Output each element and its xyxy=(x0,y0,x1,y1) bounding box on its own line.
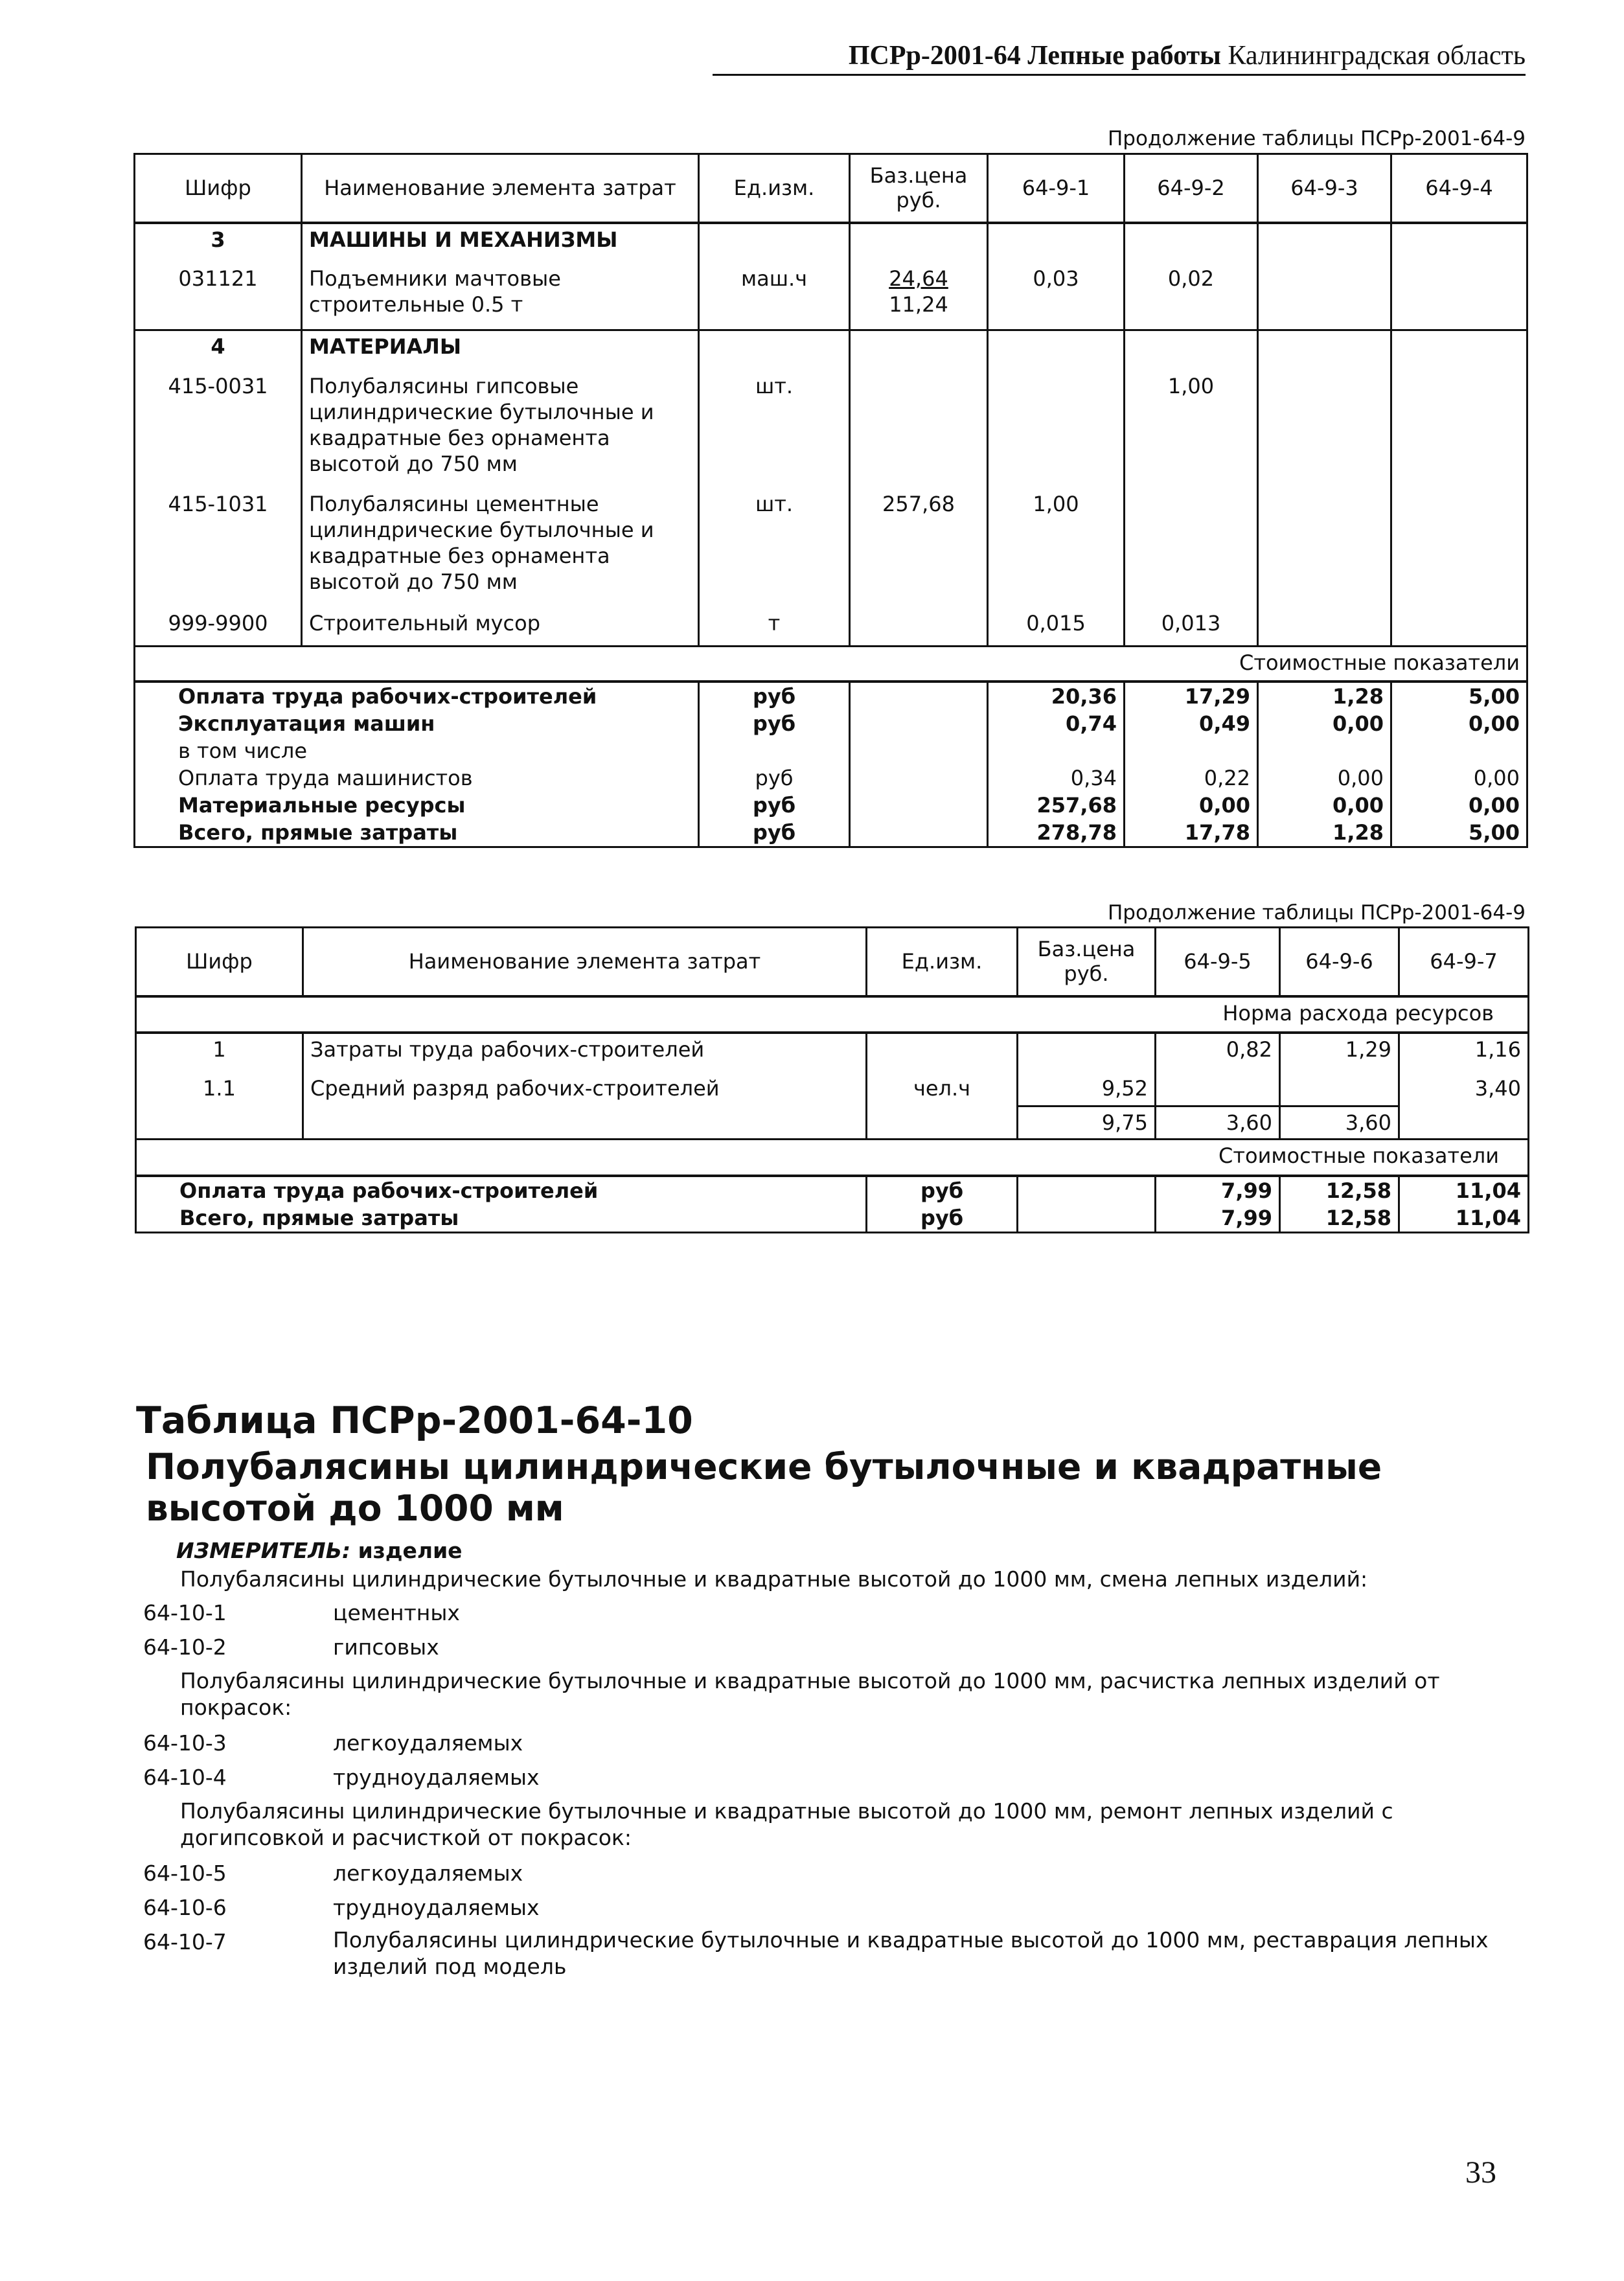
running-header xyxy=(713,40,1526,76)
item-text: цементных xyxy=(333,1600,460,1625)
item-code: 64-10-3 xyxy=(143,1730,227,1756)
table-row: 415-1031 Полубалясины цементные цилиндрические бутылочные и квадратные без орнамента высотой до 750 мм шт. 257,68 1,00 xyxy=(135,488,1527,608)
item-code: 64-10-1 xyxy=(143,1600,227,1625)
item-text: легкоудаляемых xyxy=(333,1861,523,1886)
intro-text: Полубалясины цилиндрические бутылочные и квадратные высотой до 1000 мм, ремонт лепных изделий с догипсовкой и расчисткой от покрасок: xyxy=(180,1798,1393,1850)
col-64-9-6: 64-9-6 xyxy=(1280,928,1399,996)
col-price: Баз.цена руб. xyxy=(850,154,988,223)
table-row: 031121 Подъемники мачтовые строительные 0.5 т маш.ч 24,64 11,24 0,03 0,02 xyxy=(135,263,1527,330)
item-code: 64-10-4 xyxy=(143,1765,227,1790)
table-row: 9,75 3,60 3,60 xyxy=(136,1106,1529,1140)
section-title: Таблица ПСРр-2001-64-10 xyxy=(136,1399,693,1442)
cost-header-row: Стоимостные показатели xyxy=(136,1140,1529,1176)
table-row: 415-0031 Полубалясины гипсовые цилиндрические бутылочные и квадратные без орнамента высотой до 750 мм шт. 1,00 xyxy=(135,371,1527,488)
col-name: Наименование элемента затрат xyxy=(303,928,867,996)
col-unit: Ед.изм. xyxy=(699,154,850,223)
norm-header-row: Норма расхода ресурсов xyxy=(136,996,1529,1033)
cost-row: Эксплуатация машин руб 0,74 0,49 0,00 0,00 xyxy=(135,710,1527,737)
item-text: легкоудаляемых xyxy=(333,1730,523,1756)
col-code: Шифр xyxy=(136,928,303,996)
item-code: 64-10-7 xyxy=(143,1929,227,1954)
item-text: гипсовых xyxy=(333,1634,439,1660)
table-row: 1.1 Средний разряд рабочих-строителей чел.ч 9,52 3,40 xyxy=(136,1073,1529,1106)
col-64-9-5: 64-9-5 xyxy=(1156,928,1280,996)
item-text: трудноудаляемых xyxy=(333,1895,540,1920)
col-price: Баз.цена руб. xyxy=(1018,928,1156,996)
col-code: Шифр xyxy=(135,154,302,223)
cost-header-row: Стоимостные показатели xyxy=(135,647,1527,682)
table2 xyxy=(135,926,1529,1233)
table1-header-row xyxy=(135,154,1527,223)
header-region: Калининградская область xyxy=(1228,41,1526,71)
table1 xyxy=(133,153,1528,848)
section-subtitle: Полубалясины цилиндрические бутылочные и квадратные высотой до 1000 мм xyxy=(146,1446,1382,1529)
table-row: 999-9900 Строительный мусор т 0,015 0,013 xyxy=(135,608,1527,647)
cost-row: Оплата труда рабочих-строителей руб 20,36 17,29 1,28 5,00 xyxy=(135,682,1527,710)
col-64-9-4: 64-9-4 xyxy=(1391,154,1527,223)
item-text: трудноудаляемых xyxy=(333,1765,540,1790)
measure-line xyxy=(176,1538,463,1563)
section-row-machines: 3 МАШИНЫ И МЕХАНИЗМЫ xyxy=(135,223,1527,263)
cost-row: в том числе xyxy=(135,737,1527,764)
table2-continuation: Продолжение таблицы ПСРр-2001-64-9 xyxy=(1107,901,1526,924)
cost-row: Всего, прямые затраты руб 278,78 17,78 1,28 5,00 xyxy=(135,819,1527,847)
measure-label: ИЗМЕРИТЕЛЬ: xyxy=(176,1538,351,1563)
header-code: ПСРр-2001-64 xyxy=(848,41,1021,71)
item-code: 64-10-6 xyxy=(143,1895,227,1920)
measure-value: изделие xyxy=(358,1538,463,1563)
cost-row: Материальные ресурсы руб 257,68 0,00 0,00 0,00 xyxy=(135,792,1527,819)
col-64-9-7: 64-9-7 xyxy=(1399,928,1529,996)
cost-row: Всего, прямые затраты руб 7,99 12,58 11,04 xyxy=(136,1204,1529,1233)
item-code: 64-10-2 xyxy=(143,1634,227,1660)
item-code: 64-10-5 xyxy=(143,1861,227,1886)
col-name: Наименование элемента затрат xyxy=(302,154,699,223)
cost-row: Оплата труда машинистов руб 0,34 0,22 0,00 0,00 xyxy=(135,764,1527,792)
section-row-materials: 4 МАТЕРИАЛЫ xyxy=(135,330,1527,371)
page-number: 33 xyxy=(1465,2155,1496,2190)
col-64-9-1: 64-9-1 xyxy=(988,154,1125,223)
table2-header-row xyxy=(136,928,1529,996)
header-name: Лепные работы xyxy=(1027,41,1221,71)
item-text: Полубалясины цилиндрические бутылочные и квадратные высотой до 1000 мм, реставрация лепных изделий под модель xyxy=(333,1927,1489,1979)
intro-text: Полубалясины цилиндрические бутылочные и квадратные высотой до 1000 мм, смена лепных изделий: xyxy=(180,1566,1368,1592)
col-64-9-3: 64-9-3 xyxy=(1258,154,1391,223)
intro-text: Полубалясины цилиндрические бутылочные и квадратные высотой до 1000 мм, расчистка лепных изделий от покрасок: xyxy=(180,1668,1440,1720)
table-row: 1 Затраты труда рабочих-строителей 0,82 1,29 1,16 xyxy=(136,1033,1529,1073)
col-64-9-2: 64-9-2 xyxy=(1125,154,1258,223)
table1-continuation: Продолжение таблицы ПСРр-2001-64-9 xyxy=(1107,127,1526,150)
col-unit: Ед.изм. xyxy=(867,928,1018,996)
cost-row: Оплата труда рабочих-строителей руб 7,99 12,58 11,04 xyxy=(136,1176,1529,1204)
